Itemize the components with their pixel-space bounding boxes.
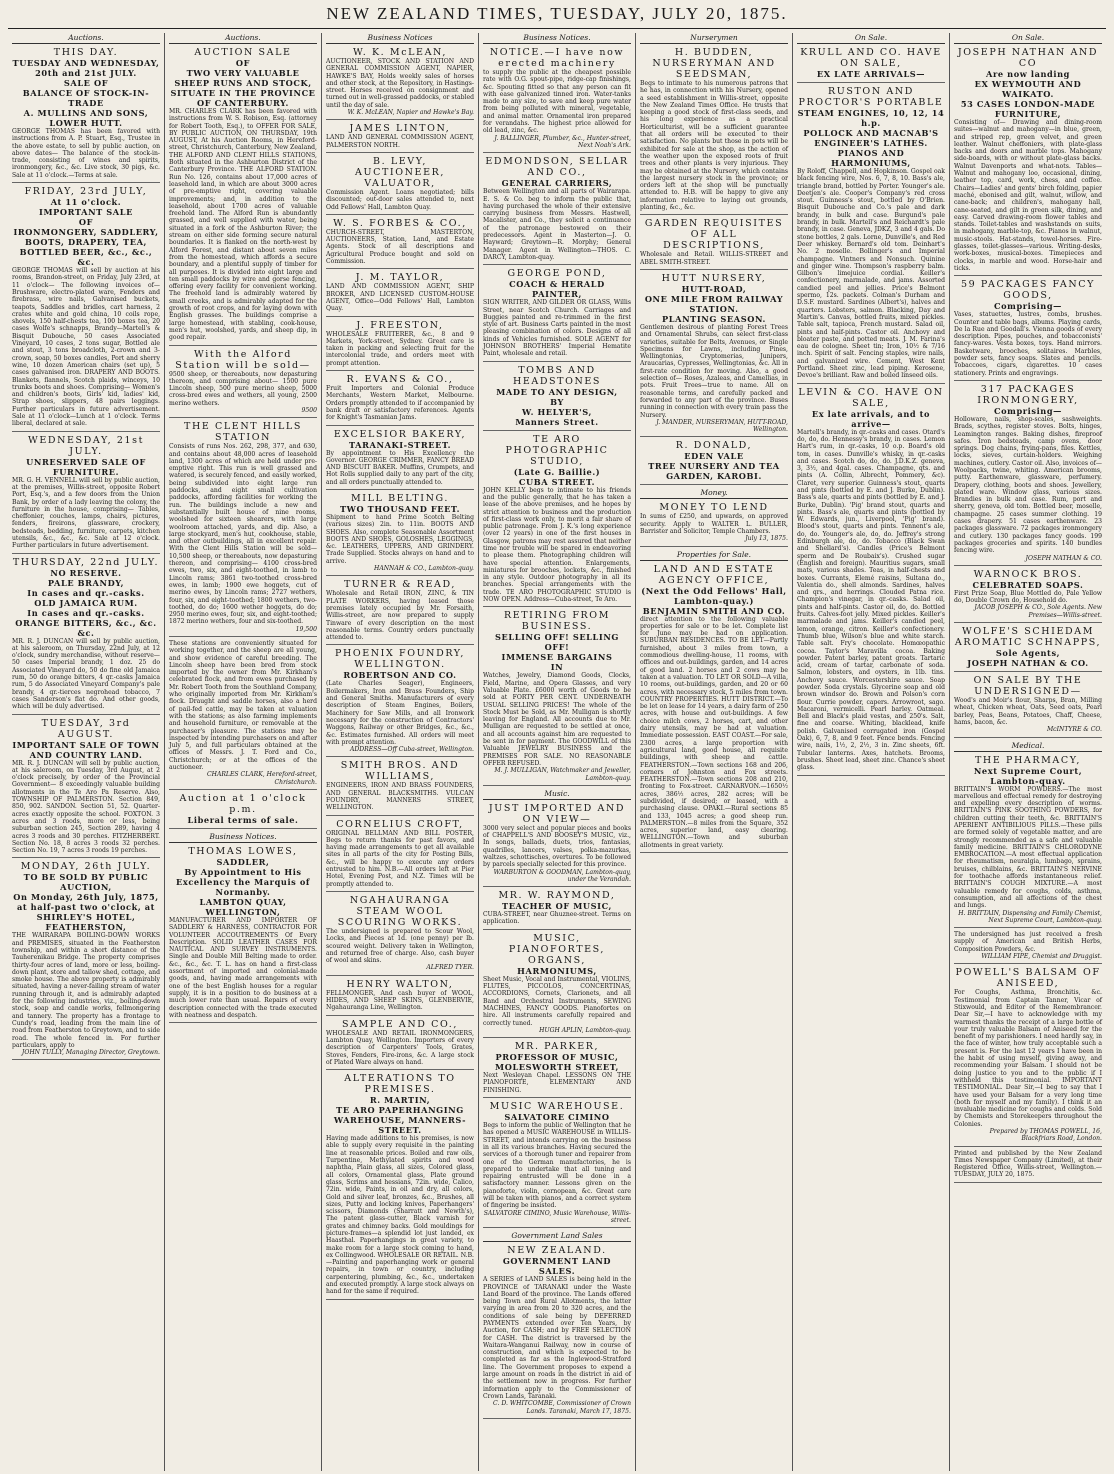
ad-heading: STEAM ENGINES, 10, 12, 14 h.p.	[797, 108, 945, 128]
ad-signature: Prepared by THOMAS POWELL, 16, Blackfriars Road, London.	[989, 1127, 1102, 1143]
advertisement	[640, 273, 788, 437]
ad-heading: Comprising—	[994, 301, 1062, 312]
ad-heading: LAND AND ESTATE AGENCY OFFICE,	[653, 563, 775, 586]
ad-heading: ENGINEER'S LATHES.	[814, 138, 928, 148]
ad-body: THE WAIRARAPA BOILING-DOWN WORKS and PREMISES, situated in the Featherston township, and within a short distance of the Tauherenikau Bridge. The property comprises thirty-four acres of land, more or less, boiling-down plant, store and tallow shed, cottage, and smoke house. The above property is admirably situated, having a never-failing stream of water running through it, and is admirably adapted for the following industries, viz., boiling-down stock, soap and candle works, fellmongering and tannery. The property has a frontage to Cundy's road, leading from the main line of road from Featherston to Greytown, and to side road. The whole fenced in. For further particulars, apply to	[12, 932, 160, 1049]
advertisement	[954, 47, 1102, 276]
ad-heading: THURSDAY, 22nd JULY.	[12, 556, 160, 568]
ad-heading: SHIRLEY'S HOTEL, FEATHERSTON,	[36, 912, 136, 933]
ad-heading: NGAHAURANGA STEAM WOOL SCOURING WORKS.	[337, 894, 463, 928]
ad-heading: TE ARO PHOTOGRAPHIC STUDIO,	[505, 433, 609, 467]
ad-heading: SALVATORE CIMINO	[504, 1112, 610, 1123]
ad-heading: OF	[78, 217, 94, 228]
section-header: Medical.	[954, 741, 1102, 752]
section-header: On Sale.	[954, 33, 1102, 44]
ad-heading: JOSEPH NATHAN AND CO	[957, 47, 1099, 69]
ad-heading: TO BE SOLD BY PUBLIC AUCTION,	[23, 872, 149, 893]
ad-heading: NOTICE.—I have now erected machinery	[489, 47, 625, 69]
advertisement	[640, 218, 788, 270]
ad-heading: Auction at 1 o'clock p.m.	[179, 792, 307, 815]
advertisement	[326, 123, 474, 153]
advertisement	[12, 861, 160, 1060]
advertisement	[640, 502, 788, 546]
advertisement	[12, 718, 160, 859]
advertisement	[483, 268, 631, 361]
ad-heading: ON SALE BY THE UNDERSIGNED—	[973, 675, 1083, 698]
column-3	[321, 33, 478, 1471]
ad-heading: TUESDAY AND WEDNESDAY,	[12, 58, 160, 68]
ad-signature: HANNAH & CO., Lambton-quay.	[374, 565, 474, 573]
ad-heading: Sole Agents,	[995, 648, 1061, 659]
ad-heading: CUBA STREET.	[518, 476, 596, 487]
ad-signature: W. K. McLEAN, Napier and Hawke's Bay.	[347, 109, 474, 117]
advertisement	[12, 47, 160, 183]
ad-heading: MR. W. RAYMOND,	[498, 890, 616, 902]
advertisement	[326, 429, 474, 490]
ad-heading: MILL BELTING.	[350, 492, 450, 504]
ad-heading: ONE MILE FROM RAILWAY STATION.	[644, 293, 784, 314]
ad-signature: McINTYRE & CO.	[1046, 726, 1102, 734]
ad-body: In sums of £250, and upwards, on approved security. Apply to WALTER L. BULLER, Barrister and Solicitor, Temple Chambers.	[640, 513, 788, 535]
ad-heading: UNRESERVED SALE OF FURNITURE.	[26, 456, 146, 477]
section-header: On Sale.	[797, 33, 945, 44]
ad-body: AUCTIONEER, STOCK AND STATION AND GENERAL COMMISSION AGENT, NAPIER, HAWKE'S BAY, Holds weekly sales of horses and other stock, at the Repository, in Hastings-street. Horses received on consignment and turned out in well-grassed paddocks, or stabled until the day of sale.	[326, 58, 474, 109]
ad-body: GEORGE THOMAS has been favored with instructions from A. P. Stuart, Esq., Trustee in the above estate, to sell by public auction, on above dates— The balance of the stock-in-trade, consisting of wines and spirits, ironmongery, &c., &c. Live stock, 30 pigs, &c. Sale at 11 o'clock.—Terms at sale.	[12, 128, 160, 179]
ad-heading: JAMES LINTON,	[349, 123, 451, 135]
ad-heading: MUSIC, PIANOFORTES, ORGANS,	[508, 932, 606, 966]
advertisement	[797, 86, 945, 384]
ad-heading: IRONMONGERY, SADDLERY, BOOTS, DRAPERY, TEA, BOTTLED BEER, &c., &c., &c.	[13, 227, 159, 268]
advertisement	[954, 384, 1102, 566]
advertisement	[169, 640, 317, 790]
ad-signature: WILLIAM FIPE, Chemist and Druggist.	[981, 953, 1102, 961]
advertisement	[326, 156, 474, 215]
ad-heading: ALTERATIONS TO PREMISES.	[344, 1073, 456, 1096]
advertisement	[169, 47, 317, 346]
ad-body: 3000 very select and popular pieces and books of CHAPPELL'S AND BOOSEY'S MUSIC, viz., In songs, ballads, duets, trios, fantasias, quadrilles, lancers, valses, polka-mazurkas, waltzes, schottisches, overtures. To be followed by parcels specially selected for this province.	[483, 824, 631, 869]
ad-heading: TE ARO PAPERHANGING WAREHOUSE, MANNERS-STREET.	[333, 1105, 467, 1136]
advertisement	[169, 793, 317, 829]
masthead: NEW ZEALAND TIMES, TUESDAY, JULY 20, 1875.	[8, 0, 1106, 29]
advertisement	[169, 421, 317, 637]
ad-body: Fruit Importers and Colonial Produce Merchants, Western Market, Melbourne. Orders promptly attended to if accompanied by bank draft or satisfactory references. Agents for Knight's Tasmanian Jams.	[326, 385, 474, 422]
ad-signature: J. BALLINGER, Plumber, &c., Hunter-street, Next Noah's Ark.	[494, 134, 631, 149]
ad-heading: ROBERTSON AND CO.	[343, 670, 457, 681]
advertisement	[326, 218, 474, 269]
ad-body: Wholesale and Retail IRON, ZINC, & TIN PLATE WORKERS, having leased those premises lately occupied by Mr. Forsaith, Willis-street, are now prepared to supply Tinware of every description on the most reasonable terms. Country orders punctually attended to.	[326, 590, 474, 642]
advertisement	[483, 610, 631, 785]
ad-heading: MONDAY, 26th JULY.	[20, 861, 152, 873]
ad-heading: HUTT-ROAD,	[681, 283, 747, 294]
ad-heading: FRIDAY, 23rd JULY,	[24, 186, 148, 198]
column-2	[164, 33, 321, 1471]
advertisement	[326, 272, 474, 316]
ad-heading: W. K. McLEAN,	[353, 47, 447, 58]
ad-body: The undersigned has just received a fresh supply of American and British Herbs, Composition Powders, &c.	[954, 931, 1102, 953]
ad-heading: MUSIC WAREHOUSE.	[489, 1101, 625, 1113]
advertisement	[954, 626, 1102, 672]
advertisement	[483, 890, 631, 930]
ad-signature: JACOB JOSEPH & CO., Sole Agents. New Premises—Willis-street.	[974, 604, 1102, 619]
ad-heading: IMPORTANT SALE	[39, 207, 133, 218]
ad-body: WHOLESALE FRUITERER, &c., 8 and 9 Markets, York-street, Sydney. Great care is taken in packing and selecting fruit for the intercolonial trade, and orders meet with prompt attention.	[326, 330, 474, 367]
ad-heading: WEDNESDAY, 21st JULY.	[27, 434, 145, 457]
ad-heading: EX LATE ARRIVALS—	[816, 69, 926, 79]
ad-heading: JOSEPH NATHAN & CO.	[967, 658, 1089, 669]
ad-heading: TEACHER OF MUSIC,	[502, 901, 612, 912]
section-header: Auctions.	[169, 33, 317, 44]
ad-body: MR. R. J. DUNCAN will sell by public auction, at his saleroom, on Tuesday, 3rd August, at 2 o'clock precisely, by order of the Provincial Government— 8 exceedingly valuable building allotments in the Te Aro Pa Reserve. Also, TOWNSHIP OF PALMERSTON. Section 849, 850, 902. SANDON. Section 51, 52. Quarter-acres exactly opposite the school. FOXTON. 3 acres and 3 roods, more or less, being suburban section 245, Section 289, having 4 acres 3 roods and 30 perches. FITZHERBERT. Section No. 18, 8 acres 3 roods 32 perches. Section No. 19, 7 acres 3 roods 19 perches.	[12, 759, 160, 855]
advertisement	[326, 648, 474, 757]
ad-heading: THE PHARMACY,	[975, 754, 1081, 766]
ad-heading: 59 PACKAGES FANCY GOODS,	[960, 279, 1096, 302]
advertisement	[12, 557, 160, 715]
ad-heading: PHOENIX FOUNDRY, WELLINGTON.	[334, 648, 466, 671]
advertisement	[640, 440, 788, 485]
ad-heading: THE CLENT HILLS STATION	[184, 421, 302, 444]
ad-body: BRITTAIN'S WORM POWDERS.—The most marvellous and effectual remedy for destroying and expelling every description of worms. BRITTAIN'S PINK SOOTHING POWDERS, for children cutting their teeth, &c. BRITTAIN'S APERIENT ANTIBILIOUS PILLS.—These pills are formed solely of vegetable matter, and are strongly recommended as a safe and valuable family medicine. BRITTAIN'S CHLORODYNE EMBROCATION.—A most effectual application for rheumatism, neuralgia, lumbago, sprains, bruises, chilblains, &c. BRITTAIN'S NERVINE for toothache affords instantaneous relief. BRITTAIN'S COUGH MIXTURE.—A most valuable remedy for coughs, colds, asthma, consumption, and all affections of the chest and lungs.	[954, 785, 1102, 910]
ad-heading: TWO VERY VALUABLE SHEEP RUNS AND STOCK,	[174, 68, 312, 88]
ad-heading: IMPORTANT SALE OF TOWN AND COUNTRY LAND.	[12, 739, 160, 760]
ad-body: MR. CHARLES CLARK has been favored with instructions from W. S. Robison, Esq. (attorney for Robert Tooth, Esq.), to OFFER FOR SALE, BY PUBLIC AUCTION, ON THURSDAY, 19th AUGUST, At his Auction Rooms, in Hereford-street, Christchurch, Canterbury, New Zealand, THE ALFORD AND CLENT HILLS STATIONS, Both situated in the Ashburton District of the Canterbury Province. THE ALFORD STATION. Run No. 126, contains about 17,000 acres of leasehold land, in which are about 3000 acres of pre-emptive right, covering valuable improvements; and, in addition to the leasehold, about 1700 acres of valuable freehold land. The Alford Run is abundantly grassed, and well supplied with water, being situated in a fork of the Ashburton River; the stream on either side forming secure natural boundaries. It is flanked on the north-west by Alford Forest, and distant about seven miles from the homestead, which affords a secure boundary, and a plentiful supply of timber for all purposes. It is divided into eight large and ten small paddocks by wire and gorse fencing, offering every facility for convenient working. The freehold land is admirably watered by small creeks, and is admirably adapted for the growth of root crops, and for laying down with English grasses. The buildings comprise a large homestead, with stabling, cook-house, men's hut, woolshed, yards, and sheep dip, in good repair.	[169, 108, 317, 342]
ad-heading: TURNER & READ,	[343, 579, 457, 591]
section-header: Government Land Sales	[483, 1231, 631, 1242]
ad-heading: SELLING OFF! SELLING OFF!	[495, 632, 619, 653]
ad-heading: W. HELYER'S,	[522, 406, 592, 417]
ad-body: Having made additions to his premises, is now able to supply every requisite in the painting line at reasonable prices. Boiled and raw oils, Turpentine, Methylated spirits and wood naphtha, Plain glass, all sizes, Colored glass, all colors, Ornamental glass, Plate ground glass, Scrims and hessians, 72in. wide, Calico, 72in. wide, Paints, in oil and dry, all colors, Gold and silver leaf, bronzes, &c., Brushes, all sizes, Putty and locking knives, Paperhangers' scissors, Diamonds (Sharratt and Newth's), The patent glass-cutter, Black varnish for grates and chimney backs. Gold mouldings for picture-frames—a splendid lot just landed, ex Haasthal. Paperhangings in great variety, to make room for a large stock coming to hand, ex Collingwood. WHOLESALE OR RETAIL. N.B.—Painting and paperhanging work or general repairs, in town or country, including carpentering, plumbing, &c., &c., undertaken and executed promptly. A large stock always on hand for the same if required.	[326, 1135, 474, 1296]
ad-heading: THOMAS LOWES,	[188, 845, 298, 857]
ad-heading: AUCTION SALE	[194, 47, 292, 58]
section-header: Properties for Sale.	[640, 550, 788, 561]
ad-body: Watches, Jewelry, Diamond Goods, Clocks, Field, Marine, and Opera Glasses, and very Valuable Plate. £6000 worth of Goods to be sold at FORTY PER CENT. UNDERNEATH USUAL SELLING PRICES! The whole of the Stock Must be Sold, as Mr. Mulligan is shortly leaving for England. All accounts due to Mr. Mulligan are requested to be settled at once, and all accounts against him are requested to be sent in for payment. The GOODWILL of this Valuable JEWELRY BUSINESS and the PREMISES FOR SALE. NO REASONABLE OFFER REFUSED.	[483, 672, 631, 767]
ad-body: The undersigned is prepared to Scour Wool, Locks, and Pieces at 1d. (one penny) per lb. scoured weight. Delivery taken in Wellington, and returned free of charge. Also, cash buyer of wool and skins.	[326, 927, 474, 965]
ad-heading: EXCELSIOR BAKERY,	[333, 428, 467, 440]
advertisement	[326, 819, 474, 892]
ad-heading: A. MULLINS AND SONS, LOWER HUTT.	[23, 108, 149, 128]
ad-body: MR. G. H. VENNELL will sell by public auction, at the premises, Willis-street, opposite Robert Port, Esq.'s, and a few doors from the Union Bank, by order of a lady leaving the colony, the furniture in the house, comprising— Tables, cheffonier, couches, lamps, chairs, pictures, fenders, fireirons, glassware, crockery, bedsteads, bedding, furniture, carpets, kitchen utensils, &c., &c., &c. Sale at 12 o'clock. Further particulars in future advertisement.	[12, 476, 160, 550]
ad-heading: By Appointment to His Excellency the Marquis of Normanby.	[176, 866, 310, 897]
ad-heading: POLLOCK AND MACNAB'S	[803, 128, 939, 138]
ad-heading: KRULL AND CO. HAVE ON SALE,	[800, 47, 942, 69]
ad-heading: TWO THOUSAND FEET.	[339, 503, 461, 514]
columns-container	[8, 33, 1106, 1471]
ad-body: Begs to inform the public of Wellington that he has opened a MUSIC WAREHOUSE in WILLIS-STREET, and intends carrying on the business in all its various branches. Having secured the services of a thorough tuner and repairer from one of the German manufactories, he is prepared to undertake that all tuning and repairing entrusted will be done in a satisfactory manner. Lessons given on the pianoforte, violin, cornopean, &c. Great care will be taken with pianos, and a correct system of fingering be insisted.	[483, 1122, 631, 1210]
ad-heading: SMITH BROS. AND WILLIAMS,	[340, 760, 460, 783]
advertisement	[12, 186, 160, 432]
ad-body: ORIGINAL BELLMAN AND BILL POSTER, Begs to return thanks for past favors, and having made arrangements to get all available sites in all parts of the city for Posting Bills, &c., will be happy to execute any orders entrusted to him. N.B.—All orders left at Pier Hotel, Evening Post, and N.Z. Times will be promptly attended to.	[326, 829, 474, 888]
ad-body: Consisting of— Drawing and dining-room suites—walnut and mahogany—in blue, green, and striped rep, green velvet, and green leather. Walnut cheffoniers, with plate-glass backs and doors and marble tops. Mahogany side-boards, with or without plate-glass backs. Walnut Davenports and what-nots. Tables—Walnut and mahogany loo, occasional, dining, leather top, card, work, chess, and coffee. Chairs—Ladies' and gents' birch folding, papier maché, ebonised and gilt, walnut, willow, and cane-back; and children's, mahogany hall, cane-seated, and gilt in green silk, dining, and easy. Carved drawing-room flower tables and stands. Toilet-tables and washstands on suits, in mahogany, marble-top, &c. Pianos in walnut, music-stools. Hat-stands, towel-horses. Fire-glasses, toilet-glasses—various. Writing-desks, work-boxes, musical-boxes. Timepieces and clocks, in marble and wood. Horse-hair and ticks.	[954, 119, 1102, 272]
ad-body: LAND AND GENERAL COMMISSION AGENT, PALMERSTON NORTH.	[326, 134, 474, 149]
ad-heading: TREE NURSERY AND TEA GARDEN, KAROBI.	[648, 461, 780, 482]
ad-heading: GEORGE POND,	[507, 268, 607, 280]
ad-heading: 20th and 21st JULY.	[35, 68, 137, 78]
ad-heading: SAMPLE AND CO.,	[341, 1018, 459, 1030]
column-7	[949, 33, 1106, 1471]
ad-body: Sheet Music, Vocal and Instrumental, VIOLINS, FLUTES, PICCOLOS, CONCERTINAS, ACCORDIONS, Cornets, Clarionets, and all Band and Orchestral Instruments, SEWING MACHINES, FANCY GOODS. Pianofortes on hire. All instruments carefully repaired and correctly tuned.	[483, 975, 631, 1027]
ad-heading: MADE TO ANY DESIGN,	[496, 386, 618, 397]
section-header: Auctions.	[12, 33, 160, 44]
ad-heading: R. MARTIN,	[369, 1095, 431, 1106]
ad-heading: LAMBTON QUAY, WELLINGTON,	[199, 896, 287, 917]
ad-heading: TARANAKI-STREET.	[348, 439, 452, 450]
ad-body: Martell's brandy, in qr.-casks and cases. Otard's do, do, do. Hennessy's brandy, in cases. Lemon Hart's rum, in qr.-casks, 10 o.p. Board's old tom, in cases. Dunville's whisky, in qr.-casks and cases. Scotch do, do, do. J.D.K.Z. geneva, 3, 3½, and 4gal. cases. Champagne, qts. and pints (A. Collin, Albrecht, Pommery, &c). Claret, very superior. Guinness's stout, quarts and pints (bottled by E. and J. Burke, Dublin). Bass's ale, quarts and pints (bottled by E. and J. Burke, Dublin). 'Pig' brand stout, quarts and pints. Bass's ale, quarts and pints (bottled by W. Edwards, jun., Liverpool, 'Pig' brand). Blood's stout, quarts and pints. Tennent's ale, do, do. Younger's ale, do, do. Jeffrey's strong Edinburgh ale, do, do. Tobacco (Black Swan and Shellard's). Candles (Price's Belmont sperm and De Roubaix's). Crushed sugar (English and foreign). Mauritius sugars, small mats, various shades. Teas, in half-chests and boxes. Currants, Elemé raisins, Sultana do., Valentia do., shell almonds. Sardines, halves and qrs., and herrings. Clouded Patna rice. Champion's vinegar, in qr.-casks. Salad oil, pints and half-pints. Castor oil, do, do. Bottled fruits. Calves-foot jelly. Mixed pickles. Keiller's marmalade and jams. Keiller's candied peel, lemon, orange, citron. Keiller's confectionery. Thumb blue, Wilson's blue and white starch. Table salt. Fry's chocolate. Homœopathic cocoa. Taylor's Maravilla cocoa. Baking powder. Patent barley, patent groats. Tartaric acid, cream of tartar, carbonate of soda. Salmon, lobsters, and oysters, in 1lb. tins. Anchovy sauce. Worcestershire sauce. Soap powder. Soda crystals. Glycerine soap and old brown windsor do. Brown and Polson's corn flour. Currie powder, capers. Arrowroot, sago. Macaroni, vermicelli. Pearl barley. Oatmeal. Bell and Black's plaid vestas, and 250's. Salt, fine and coarse. Whiting, blacklead, knife polish. Galvanised corrugated iron (Gospel Oak), 6, 7, 8, and 9 feet. Fence bends. Fencing wire, nails, 1½, 2, 2½, 3 in. Zinc sheets, 6ft. Tubular lanterns. Axes, hatchets. Brooms, brushes. Sheet lead, sheet zinc. Chance's sheet glass.	[797, 428, 946, 772]
column-5	[635, 33, 792, 1471]
ad-heading: WARNOCK BROS.	[973, 568, 1083, 580]
column-1	[8, 33, 164, 1471]
ad-heading: GARDEN REQUISITES OF ALL DESCRIPTIONS,	[644, 218, 784, 252]
advertisement	[326, 895, 474, 976]
column-4	[478, 33, 635, 1471]
advertisement	[640, 564, 788, 854]
ad-heading: THIS DAY.	[53, 47, 119, 58]
ad-body: Vases, statuettes, lustres, combs, brushes. Counter and table bags, albums. Playing cards, De la Rue and Goodall's. Vienna goods of every description. Pipes, pouches, and tobacconists' fancy-wares. Vesta boxes, toys. Hand mirrors. Basketware, brooches, solitaires. Marbles, powder sets, fancy soaps. Slates and pencils. Tobaccoes, cigars, cigarettes. 10 cases stationery. Prints and engravings.	[954, 311, 1102, 377]
section-header: Nurserymen	[640, 33, 788, 44]
ad-heading: At 11 o'clock.	[50, 197, 122, 208]
advertisement	[483, 1041, 631, 1098]
ad-body: direct attention to the following valuable properties for sale or to be let. Complete list for June may be had on application. SUBURBAN RESIDENCES. TO BE LET—Partly furnished, about 3 miles from town, a commodious dwelling-house, 11 rooms, with offices and out-buildings, garden, and 14 acres of good land. 2 horses and 2 cows may be taken at a valuation. TO LET OR SOLD—A villa, 10 rooms, out-buildings, garden, and 20 or 60 acres, with necessary stock, 5 miles from town. COUNTRY PROPERTIES. HUTT DISTRICT.—To be let on lease for 14 years, a dairy farm of 250 acres, with house and out-buildings. A few choice milch cows, 2 horses, cart, and other dairy utensils, may be had at valuation. Immediate possession. EAST COAST.—For sale, 2300 acres, a large proportion with agricultural land, good house, all requisite buildings, with sheep and cattle. FEATHERSTON.—Town sections 168 and 206, corners of Johnston and Fox streets. FEATHERSTON.—Town sections 208 and 210, fronting to Fox-street. CARNARVON.—1650½ acres, 386½ acres, 282 acres; will be subdivided, if desired; or leased, with a purchasing clause. OPAKI.—Rural sections 85 and 133, 1045 acres; a good sheep run. PALMERSTON.—8 miles from the Square, 352 acres, superior land, easy clearing. WELLINGTON.—Town and suburban allotments in great variety.	[640, 615, 788, 849]
ad-heading: PALE BRANDY,	[47, 577, 125, 588]
ad-body: SIGN WRITER, AND GILDER OR GLASS, Willis Street, near Scotch Church. Carriages and Buggies painted and re-trimmed in the first style of art. Business Carts painted in the most pleasing combination of colors. Designs of all kinds of Vehicles furnished. SOLE AGENT for JOHNSON BROTHERS' Imperial Hematite Paint, wholesale and retail.	[483, 299, 631, 358]
ad-heading: PLANTING SEASON.	[662, 313, 766, 324]
ad-body: Between Wellington and all parts of Wairarapa. E. S. & Co. beg to inform the public that, having purchased the whole of their extensive carrying business from Messrs. Hastwell, Macalister, and Co., they solicit a continuance of the patronage bestowed on their predecessors. Agent in Masterton—J. O. Hayward; Greytown—R. Morphy; General Manager. Agent in Wellington—THOS. C. DARCY, Lambton-quay.	[483, 188, 631, 261]
advertisement	[326, 760, 474, 815]
ad-heading: RETIRING FROM BUSINESS.	[503, 610, 611, 633]
ad-heading: HENRY WALTON,	[346, 978, 454, 990]
advertisement	[483, 1245, 631, 1419]
column-6	[792, 33, 949, 1471]
ad-body: Wood's and Moir's flour, Sharps, Bran, Milling wheat, Chicken wheat, Oats, Seed oats, Pearl barley, Peas, Beans, Potatoes, Chaff, Cheese, hams, bacon, &c.	[954, 697, 1102, 726]
ad-heading: W. S. FORBES & CO.,	[333, 217, 467, 229]
ad-signature: HUGH APLIN, Lambton-quay.	[539, 1026, 631, 1034]
advertisement	[326, 493, 474, 576]
ad-heading: MOLESWORTH STREET,	[495, 1062, 619, 1073]
ad-body: GEORGE THOMAS will sell by auction at his rooms, Brandon-street, on Friday, July 23rd, at 11 o'clock— The following invoices of— Brushware, electro-plated ware, Fenders and firebrass, wire nails, Galvanised buckets, teapots, Saddles and bridles, cart harness, 2 crates white and gold china, 10 coils rope, shovels, 150 half-chests tea, 100 boxes tea, 20 cases Wolfe's schnapps, Brandy—Martell's & Bisquit Dubouche, 50 cases Associated Vineyard, 10 cases, 2 tons sugar, Bottled ale and stout, 3 tons broadcloth, 2-crown and 3-crown, soap, 50 boxes candles, Port and sherry wine, 10 dozen American chairs (set up), 5 cases galvanised iron. DRAPERY AND BOOTS. Blankets, flannels, Scotch plaids, winceys, 10 trunks boots and shoes. Comprising— Women's and children's boots, Girls' kid, ladies' kid, Strap shoes, slippers, 48 pairs leggings. Further particulars in future advertisement. Sale at 11 o'clock—Lunch at 1 o'clock. Terms liberal, declared at sale.	[12, 267, 160, 428]
ad-body: FELLMONGER, And cash buyer of WOOL, HIDES, AND SHEEP SKINS, GLENBERVIE, Ngahauranga Line, Wellington.	[326, 989, 474, 1012]
ad-body: By appointment to His Excellency the Governor. GEORGE CRIMMER, FANCY BREAD AND BISCUIT BAKER. Muffins, Crumpets, and Hot Rolls supplied daily to any part of the city, and all orders punctually attended to.	[326, 449, 474, 486]
ad-heading: RUSTON AND PROCTOR'S PORTABLE	[798, 86, 944, 108]
ad-signature: JOSEPH NATHAN & CO.	[1025, 554, 1102, 562]
advertisement	[797, 387, 945, 776]
ad-body: By Roloff, Chappell, and Hopkinson. Gospel oak black fencing wire, Nos. 6, 7, 8, 10. Bass's ale, triangle brand, bottled by Porter. Younger's ale. Deetjen's ale. Cooper's Company's red cross stout. Guinness's stout, bottled by O'Brien. Bisquit Dubouche and Co.'s pale and dark brandy, in bulk and case. Burgund's pale brandy, in bulk. Martell's and Reichardt's pale brandy, in case. Geneva, JDKZ, 3 and 4 gals. Do stone bottles, 2 gals. Lorne, Dunville's, and Red Deer whiskey. Bernard's old tom. Deinhart's No. 2 moselle. Bollinger's and Imperial champagne. Vintners and Nonsuch. Quinine and ginger wine. Thompson's raspberry balm. Gilbon's limejuice cordial. Keiller's confectionery, marmalade, and jams. Assorted candied peel and jellies. Price's Belmont spermo, 12s. packets. Colman's Durham and D.S.F. mustard. Sardines (Albert's), halves and quarters. Lobsters, salmon. Blacking, Day and Martin's. Canvas, bottled fruits, mixed pickles. Table salt, tapioca, French mustard. Salad oil, pints and half-pints. Castor oil. Anchovy and bloater paste, and potted meats. J. M. Farina's eau de cologne. Sheet tin; Iron, 10½ & 7/16 inch. Spirit of salt. Fencing staples, wire nails, and galvanized wire. Cement, West Kent Portland. Sheet zinc, lead piping. Kerosene, Devoe's brilliant. Raw and boiled linseed oils.	[797, 168, 945, 380]
ad-heading: CELEBRATED SOAPS.	[972, 579, 1084, 590]
ad-heading: (Next the Odd Fellows' Hall, Lambton-quay.)	[641, 585, 787, 606]
advertisement	[954, 931, 1102, 964]
advertisement	[326, 320, 474, 371]
ad-heading: IMMENSE BARGAINS	[501, 652, 613, 663]
section-header: Money.	[640, 488, 788, 499]
ad-heading: SADDLER,	[216, 856, 270, 867]
ad-body: CHURCH-STREET, MASTERTON, AUCTIONEERS, Station, Land, and Estate Agents. Stock of all descriptions and Agricultural Produce bought and sold on Commission.	[326, 228, 474, 266]
ad-body: Printed and published by the New Zealand Times Newspaper Company (Limited), at their Registered Office, Willis-street, Wellington.—TUESDAY, JULY 20, 1875.	[954, 1149, 1102, 1179]
advertisement	[326, 1073, 474, 1300]
ad-signature: J. MANDER, NURSERYMAN, HUTT-ROAD, Wellington.	[656, 418, 788, 434]
advertisement	[954, 1150, 1102, 1183]
ad-heading: Liberal terms of sale.	[187, 814, 299, 825]
advertisement	[954, 569, 1102, 623]
ad-heading: NEW ZEALAND.	[507, 1245, 607, 1257]
advertisement	[954, 279, 1102, 381]
ad-body: CUBA-STREET, near Ghuznee-street. Terms on application.	[483, 911, 631, 926]
ad-heading: SALE OF	[63, 78, 109, 88]
section-header: Business Notices.	[169, 832, 317, 843]
ad-heading: B. LEVY, AUCTIONEER, VALUATOR,	[355, 155, 445, 189]
ad-heading: Are now landing	[986, 69, 1070, 79]
ad-heading: MR. PARKER,	[514, 1041, 600, 1053]
ad-body: Gentlemen desirous of planting Forest Trees and Ornamental Shrubs, can select first-class varieties, suitable for Belts, Avenues, or Single Specimens for Lawns, including Pines, Wellingtonias, Cryptomerias, Junipers, Araucarias, Cypresses, Wellingtonias, &c. All in first-rate condition for moving. Also, a good selection of— Roses, Azaleas, and Camellias, in pots. Fruit Trees—true to name. All on reasonable terms, and carefully packed and forwarded to any part of the province. Buses running in connection with every train pass the Nursery.	[640, 323, 788, 419]
ad-heading: J. M. TAYLOR,	[355, 272, 445, 284]
ad-body: MR. R. J. DUNCAN will sell by public auction, at his saleroom, on Thursday, 22nd July, at 12 o'clock, sundry merchandise, without reserve— 50 cases Imperial brandy, 1 doz. 25 do Associated Vineyard do, 50 do fine old Jamaica rum, 50 do orange bitters, 4 qr.-casks Jamaica rum, 5 do Associated Vineyard Company's pale brandy, 4 qr.-tierces negrohead tobacco, 7 cases Sanderson's flat do. And other goods, which will be duly advertised.	[12, 637, 160, 711]
ad-heading: Comprising—	[994, 405, 1062, 416]
ad-heading: 53 CASES LONDON-MADE FURNITURE,	[960, 99, 1096, 119]
ad-heading: BALANCE OF STOCK-IN-TRADE	[22, 88, 150, 108]
advertisement	[483, 47, 631, 153]
ad-heading: GOVERNMENT LAND SALES.	[502, 1256, 612, 1277]
ad-heading: SITUATE IN THE PROVINCE OF CANTERBURY.	[170, 88, 316, 108]
ad-heading: (Late G. Baillie.)	[513, 466, 601, 477]
advertisement	[640, 47, 788, 215]
ad-signature: 19,500	[295, 625, 317, 633]
ad-signature: H. BRITTAIN, Dispensing and Family Chemist, Next Supreme Court, Lambton-quay.	[958, 909, 1102, 924]
advertisement	[326, 979, 474, 1016]
advertisement	[483, 365, 631, 431]
ad-heading: J. FREESTON,	[356, 319, 444, 331]
ad-heading: EDEN VALE	[684, 451, 744, 462]
ad-heading: H. BUDDEN, NURSERYMAN AND SEEDSMAN,	[652, 47, 776, 80]
ad-heading: Next Supreme Court, Lambton-quay.	[973, 765, 1083, 786]
ad-body: Shipment to hand Prime Scotch Belting (various sizes) 2in. to 11in. BOOTS AND SHOES. Also, complete Seasonable Assortment BOOTS AND SHOES, GOLOSHES, LEGGINGS, &c. LEATHERS, UPPERS, AND GRINDERY. Trade Supplied. Stocks always on hand and to arrive.	[326, 513, 474, 565]
ad-heading: PIANOS AND HARMONIUMS,	[831, 148, 911, 168]
advertisement	[483, 803, 631, 887]
ad-heading: MONEY TO LEND	[659, 502, 769, 514]
section-header: Business Notices.	[483, 33, 631, 44]
ad-signature: 9500	[301, 406, 317, 414]
ad-body: MANUFACTURER AND IMPORTER OF SADDLERY & HARNESS, CONTRACTOR FOR VOLUNTEER ACCOUTREMENTS Of Every Description. SOLID LEATHER CASES FOR NAUTICAL AND SURVEY INSTRUMENTS. Single and Double Mill Belting made to order. &c., &c., &c. T. L. has on hand a first-class assortment of imported and colonial-made goods, and, having made arrangements with one of the best English houses for a regular supply, it is in a position to do business at a much lower rate than usual. Repairs of every description connected with the trade executed with neatness and despatch.	[169, 916, 317, 1019]
advertisement	[326, 374, 474, 425]
ad-heading: JUST IMPORTED AND ON VIEW—	[488, 802, 626, 825]
ad-heading: R. EVANS & CO.,	[346, 374, 454, 386]
ad-heading: Manners Street.	[515, 416, 599, 427]
advertisement	[169, 349, 317, 419]
ad-signature: ALFRED TYER.	[426, 964, 474, 972]
ad-heading: BENJAMIN SMITH AND CO.	[642, 605, 786, 616]
ad-heading: With the Alford Station will be sold—	[175, 348, 311, 371]
advertisement	[483, 1101, 631, 1228]
advertisement	[326, 579, 474, 645]
ad-heading: ORANGE BITTERS, &c., &c. &c.	[15, 617, 157, 638]
ad-heading: Ex late arrivals, and to arrive—	[811, 408, 931, 429]
ad-signature: C. D. WHITCOMBE, Commissioner of Crown Lands. Taranaki, March 17, 1875.	[493, 1400, 631, 1415]
advertisement	[954, 755, 1102, 929]
advertisement	[326, 1019, 474, 1070]
ad-heading: On Monday, 26th July, 1875, at half-past two o'clock, at	[13, 892, 159, 913]
ad-signature: JOHN TULLY, Managing Director, Greytown.	[21, 1049, 160, 1057]
ad-body: Wholesale and Retail. WILLIS-STREET and ABEL SMITH-STREET.	[640, 251, 788, 266]
advertisement	[483, 434, 631, 608]
ad-body: Holloware, nails, shop-scales, sashweights. Brads, scythes, register stoves. Bolts, hinges, Leamington ranges. Baking dishes, fireproof safes. Iron bedsteads, camp ovens, door springs. Dog chains, frying-pans, files. Kettles, locks, sieves, curtain-holders. Weighing machines, cutlery. Castor oil. Also, invoices of— Woolpacks, twine, whiting. American brooms, putty. Earthenware, glassware, perfumery. Drapery, clothing, boots and shoes. Jewellery, plated ware. Window glass, various sizes. Brandies in bulk and case. Rum, port and sherry, geneva, old tom. Bottled beer, moselle, champagne. 25 cases summer clothing. 19 cases drapery. 51 cases earthenware. 23 packages glassware. 72 packages ironmongery and cutlery. 130 packages fancy goods. 199 packages groceries and spirits. 140 bundles fencing wire.	[954, 415, 1102, 555]
ad-body: to supply the public at the cheapest possible rate with O.G. spout-pipe, ridge-cap finishings, &c. Spouting fitted so that any person can fit with ease galvanized tinned iron. Water-tanks made to any size, to save and keep pure water from being polluted with mineral, vegetable, and animal matter. Ornamental iron prepared for verandahs. The highest price allowed for old lead, zinc, &c.	[483, 69, 631, 135]
ad-heading: In cases and qr.-casks.	[27, 607, 145, 618]
ad-heading: In cases and qr.-casks.	[27, 587, 145, 598]
advertisement	[12, 435, 160, 554]
ad-heading: COACH & HERALD PAINTER,	[509, 279, 605, 300]
advertisement	[169, 846, 317, 1023]
ad-heading: GENERAL CARRIERS,	[501, 178, 613, 189]
ad-body: These stations are conveniently situated for working together, and the sheep are all young, and show evidence of careful breeding. The Lincoln sheep have been bred from stock imported by the owner from Mr. Kirkham's celebrated flock, and from ewes purchased by Mr. Robert Tooth from the Southland Company, who originally imported from Mr. Kirkham's flock. Draught and saddle horses, also a herd of pail-fed cattle, may be taken at valuation with the stations; as also farming implements and household furniture, or removable at the purchaser's pleasure. The stations may be inspected by intending purchasers on and after July 5, and full particulars obtained at the offices of Messrs. J. T. Ford and Co., Christchurch; or at the offices of the auctioneer.	[169, 640, 317, 772]
ad-heading: PROFESSOR OF MUSIC,	[495, 1052, 619, 1063]
ad-body: Begs to intimate to his numerous patrons that he has, in connection with his Nursery, opened a seed establishment in Willis-street, opposite the New Zealand Times Office. He trusts that keeping a good stock of first-class seeds, and his long experience as a practical Horticulturist, will be a sufficient guarantee that all orders will be executed to their satisfaction. No plants but those in pots will be exhibited for sale at the shop, as the action of the weather upon the exposed roots of fruit trees and other plants is very injurious. They may be obtained at the Nursery, which contains the largest nursery stock in the province; or orders left at the shop will be punctually attended to. H.B. will be happy to give any information relative to laying out grounds, planting, &c., &c.	[640, 80, 788, 212]
ad-body: JOHN KELLY begs to intimate to his friends and the public generally, that he has taken a lease of the above premises, and he hopes by strict attention to business and the production of first-class work only, to merit a fair share of public patronage. From J. K.'s long experience (over 12 years) in one of the first houses in Glasgow, patrons may rest assured that neither time nor trouble will be spared in endeavoring to please them. Photographing children will have special attention. Enlargements, miniatures for brooches, lockets, &c., finished in any style. Outdoor photography in all its branches. Special arrangements with the trade. TE ARO PHOTOGRAPHIC STUDIO is NOW OPEN. Address—Cuba-street, Te Aro.	[483, 486, 631, 604]
ad-body: WHOLESALE AND RETAIL IRONMONGERS, Lambton Quay, Wellington. Importers of every description of Carpenters' Tools, Grates, Stoves, Fenders, Fire-irons, &c. A large stock of Plated Ware always on hand.	[326, 1029, 474, 1066]
ad-heading: TUESDAY, 3rd AUGUST.	[41, 717, 131, 740]
ad-heading: HUTT NURSERY,	[661, 272, 767, 284]
advertisement	[483, 156, 631, 265]
ad-heading: 317 PACKAGES IRONMONGERY,	[977, 383, 1079, 406]
ad-body: Consists of runs Nos. 262, 298, 377, and 630, and contains about 48,000 acres of leasehold land, 1300 acres of which are held under pre-emptive right. This run is well grassed and watered, is securely fenced, and easily worked, being subdivided into eight large run paddocks, and eight small cultivation paddocks, affording facilities for working the run. The buildings include a new and substantially built house of nine rooms, woolshed for sixteen shearers, with large woolroom attached, yards, and dip. Also, a large stockyard, men's hut, cookhouse, stable, and other outbuildings, all in excellent repair. With the Clent Hills Station will be sold— 10,500 sheep, or thereabouts, now depasturing thereon, and comprising— 4100 cross-bred ewes, two, six, and eight-toothed, in lamb to Lincoln rams; 3861 two-toothed cross-bred ewes, in lamb; 1900 ewe hoggets, cut of merino ewes, by Lincoln rams; 2727 wethers, four, six, and eight-toothed; 1800 wethers, two-toothed, do do; 1600 wether hoggets, do do; 2950 merino ewes, four, six, and eight-toothed; 1872 merino wethers, four and six-toothed.	[169, 443, 317, 626]
ad-signature: M. J. MULLIGAN, Watchmaker and Jeweller, Lambton-quay.	[494, 767, 631, 782]
ad-body: A SERIES of LAND SALES is being held in the PROVINCE of TARANAKI under the Waste Land Board of the province. The Lands offered being Town and Rural Allotments, the latter varying in area from 20 to 320 acres, and the conditions of sale being by DEFERRED PAYMENTS extended over Ten Years, by Auction, for CASH; and by FREE SELECTION for CASH. The district is traversed by the Waitara-Wanganui Railway, now in course of construction, and which is expected to be completed as far as the Inglewood-Stratford line. The Government proposes to expend a large amount on roads in the district in aid of the settlement now in progress. For further information apply to the Commissioner of Crown Lands, Taranaki.	[483, 1276, 631, 1400]
ad-body: First Prize Soap, Blue Mottled do, Pale Yellow do, Double Crown do, Household do.	[954, 589, 1102, 605]
section-header: Business Notices	[326, 33, 474, 44]
ad-heading: WOLFE'S SCHIEDAM AROMATIC SCHNAPPS,	[954, 626, 1102, 649]
advertisement	[483, 933, 631, 1038]
ad-heading: LEVIN & CO. HAVE ON SALE,	[798, 386, 944, 409]
ad-heading: EX WEYMOUTH AND WAIKATO.	[974, 79, 1082, 99]
advertisement	[797, 47, 945, 83]
ad-heading: R. DONALD,	[675, 440, 753, 452]
section-header: Music.	[483, 789, 631, 800]
ad-heading: POWELL'S BALSAM OF ANISEED,	[955, 967, 1101, 990]
ad-heading: EDMONDSON, SELLAR AND CO.,	[485, 156, 629, 179]
ad-signature: ADDRESS—Off Cuba-street, Wellington.	[349, 746, 474, 754]
ad-heading: NO RESERVE.	[50, 567, 122, 578]
ad-body: (Late Charles Seager), Engineers, Boilermakers, Iron and Brass Founders, Ship and General Smiths. Manufacturers of every description of Steam Engines, Boilers, Machinery for Saw Mills, and all Ironwork necessary for the construction of Contractors' Waggons, Railway or other Bridges, &c., &c., &c. Estimates furnished. All orders will meet with prompt attention.	[326, 680, 474, 746]
ad-signature: WARBURTON & GOODMAN, Lambton-quay, under the Verandah.	[493, 868, 631, 883]
ad-signature: CHARLES CLARK, Hereford-street, Christchurch.	[206, 771, 317, 786]
ad-heading: BY	[550, 396, 564, 407]
ad-body: Commission Agent. Loans negotiated; bills discounted; out-door sales attended to, next Odd Fellows' Hall, Lambton Quay.	[326, 188, 474, 211]
ad-heading: OF	[235, 58, 251, 68]
ad-body: 9500 sheep, or thereabouts, now depasturing thereon, and comprising about— 1500 pure Lincoln sheep, 500 pure merino sheep, 5000 cross-bred ewes and wethers, all young, 2500 merino wethers.	[169, 370, 317, 407]
ad-signature: SALVATORE CIMINO, Music Warehouse, Willis-street.	[483, 1209, 631, 1224]
ad-body: LAND AND COMMISSION AGENT, SHIP BROKER, AND LICENSED CUSTOM-HOUSE AGENT, Office—Odd Fellows' Hall, Lambton Quay.	[326, 283, 474, 313]
ad-heading: HARMONIUMS,	[517, 965, 597, 976]
ad-body: Next Wesleyan Chapel. LESSONS ON THE PIANOFORTE, ELEMENTARY AND FINISHING.	[483, 1072, 631, 1094]
ad-signature: July 13, 1875.	[745, 535, 788, 543]
ad-heading: CORNELIUS CROFT,	[336, 818, 464, 830]
ad-body: For Coughs, Asthma, Bronchitis, &c. Testimonial from Captain Tanner, Vicar of Stixwould, and Editor of the Remembrancer. Dear Sir,—I have to acknowledge with my warmest thanks the receipt of a large bottle of your truly valuable Balsam of Aniseed for the benefit of my parishioners. I need hardly say, in the face of winter, how truly acceptable such a present is. For the last 12 years I have been in the habit of using myself, giving away, and recommending your Balsam. I should not be doing justice to you and to the public if I withheld this testimonial. IMPORTANT TESTIMONIAL. Dear Sir,—I beg to say that I have used your Balsam for a very long time (both for myself and my family). I think it an invaluable medicine for coughs and colds. Sold by Chemists and Storekeepers throughout the Colonies.	[954, 989, 1102, 1128]
ad-heading: OLD JAMAICA RUM.	[34, 597, 138, 608]
ad-heading: TOMBS AND HEADSTONES	[512, 364, 602, 387]
advertisement	[954, 967, 1102, 1146]
ad-body: ENGINEERS, IRON AND BRASS FOUNDERS, AND GENERAL BLACKSMITHS. VULCAN FOUNDRY, MANNERS STREET, WELLINGTON.	[326, 782, 474, 812]
advertisement	[954, 675, 1102, 737]
advertisement	[326, 47, 474, 120]
ad-heading: IN	[550, 662, 564, 673]
